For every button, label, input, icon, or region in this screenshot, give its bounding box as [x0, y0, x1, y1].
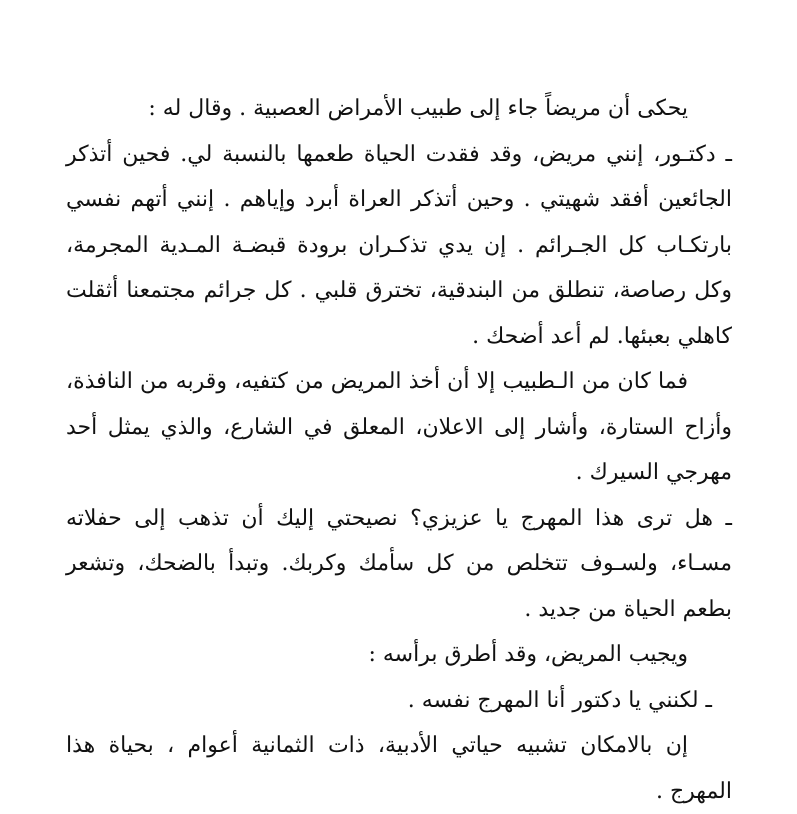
- paragraph-patient-reply-intro: ويجيب المريض، وقد أطرق برأسه :: [368, 642, 688, 667]
- page-text: [66, 86, 732, 814]
- paragraph-author-comparison: إن بالامكان تشبيه حياتي الأدبية، ذات الثمانية أعوام ، بحياة هذا المهرج .: [66, 733, 732, 804]
- paragraph-doctor-action: فما كان من الـطبيب إلا أن أخذ المريض من كتفيه، وقربه من النافذة، وأزاح الستارة، وأشار إلى الاعلان، المعلق في الشارع، والذي يمثل أحد مهرجي السيرك .: [66, 369, 732, 485]
- paragraph-intro: يحكى أن مريضاً جاء إلى طبيب الأمراض العصبية . وقال له :: [148, 96, 688, 121]
- paragraph-patient-reply: ـ لكنني يا دكتور أنا المهرج نفسه .: [407, 687, 712, 713]
- paragraph-doctor-advice: ـ هل ترى هذا المهرج يا عزيزي؟ نصيحتي إليك أن تذهب إلى حفلاته مسـاء، ولسـوف تتخلص من كل سأمك وكربك. وتبدأ بالضحك، وتشعر بطعم الحياة من جديد .: [66, 505, 732, 622]
- paragraph-patient-complaint: ـ دكتـور، إنني مريض، وقد فقدت الحياة طعمها بالنسبة لي. فحين أتذكر الجائعين أفقد شهيتي . وحين أتذكر العراة أبرد وإياهم . إنني أتهم نفسي بارتكـاب كل الجـرائم . إن يدي تذكـران برودة قبضـة المـدية المجرمة، وكل رصاصة، تنطلق من البندقية، تخترق قلبي . كل جرائم مجتمعنا أثقلت كاهلي بعبئها. لم أعد أضحك .: [66, 141, 732, 349]
